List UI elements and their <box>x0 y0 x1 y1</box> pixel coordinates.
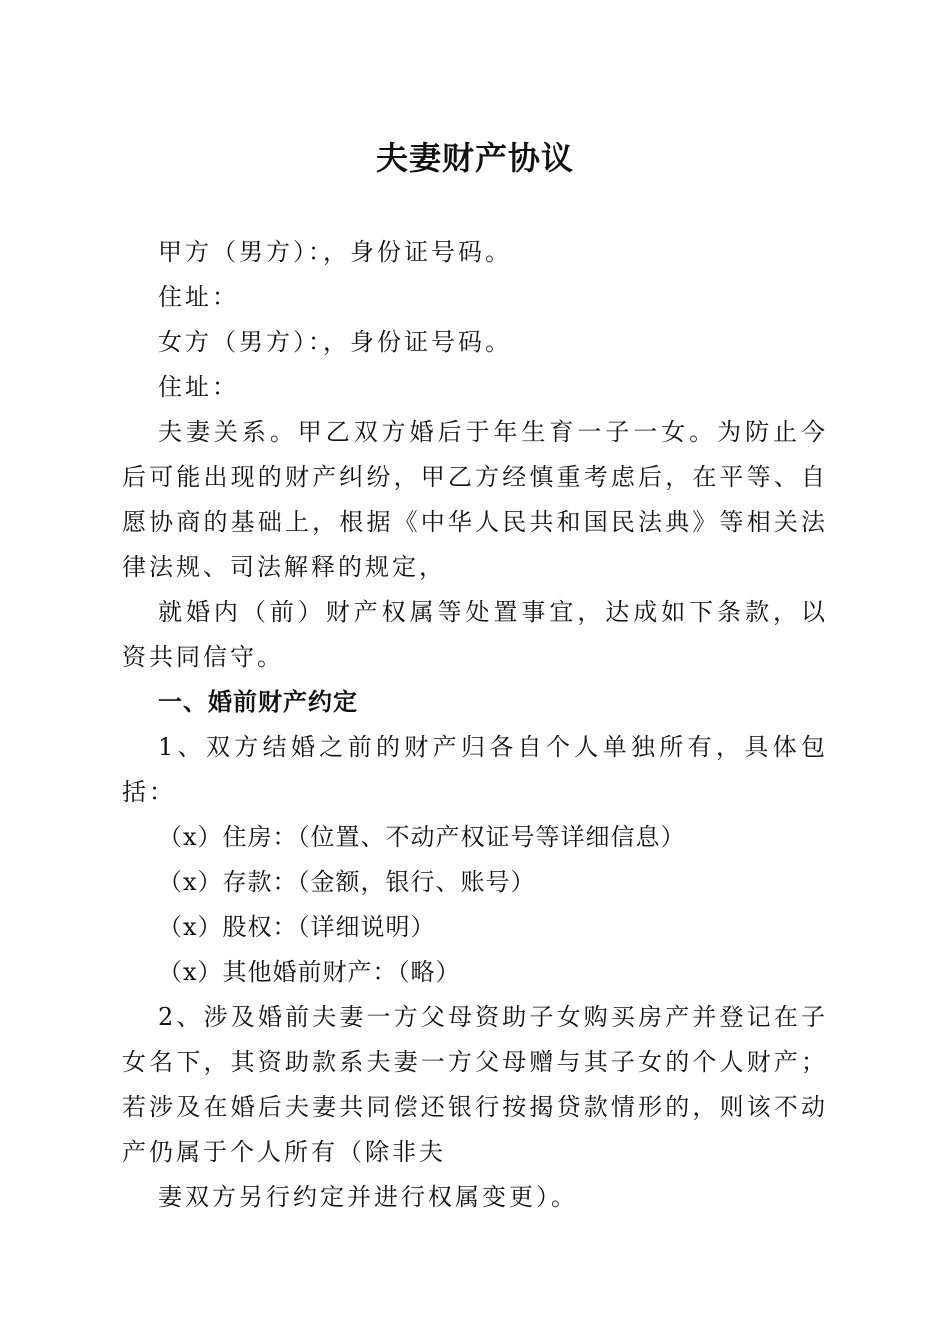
clause-2: 2、涉及婚前夫妻一方父母资助子女购买房产并登记在子女名下，其资助款系夫妻一方父母赠与其子女的个人财产；若涉及在婚后夫妻共同偿还银行按揭贷款情形的，则该不动产仍属于个人所有（除非夫 <box>122 1003 828 1166</box>
party-a-line: 甲方（男方）：，身份证号码。 <box>158 238 512 266</box>
document-title: 夫妻财产协议 <box>375 139 574 177</box>
asset-item: （x）住房：（位置、不动产权证号等详细信息） <box>158 823 686 851</box>
asset-item: （x）存款：（金额，银行、账号） <box>158 868 536 896</box>
asset-item: （x）股权：（详细说明） <box>158 913 436 941</box>
party-b-address: 住址： <box>158 373 239 401</box>
document-body <box>122 230 828 1220</box>
clause-2-continued: 妻双方另行约定并进行权属变更）。 <box>158 1183 578 1211</box>
clause-1: 1、双方结婚之前的财产归各自个人单独所有，具体包括： <box>122 733 828 806</box>
party-a-address: 住址： <box>158 283 239 311</box>
party-b-line: 女方（男方）：，身份证号码。 <box>158 328 512 356</box>
preamble-paragraph: 夫妻关系。甲乙双方婚后于年生育一子一女。为防止今后可能出现的财产纠纷，甲乙方经慎重考虑后，在平等、自愿协商的基础上，根据《中华人民共和国民法典》等相关法律法规、司法解释的规定， <box>122 418 828 581</box>
asset-item: （x）其他婚前财产：（略） <box>158 958 461 986</box>
agreement-paragraph: 就婚内（前）财产权属等处置事宜，达成如下条款，以资共同信守。 <box>122 598 828 671</box>
section-heading: 一、婚前财产约定 <box>158 688 358 716</box>
